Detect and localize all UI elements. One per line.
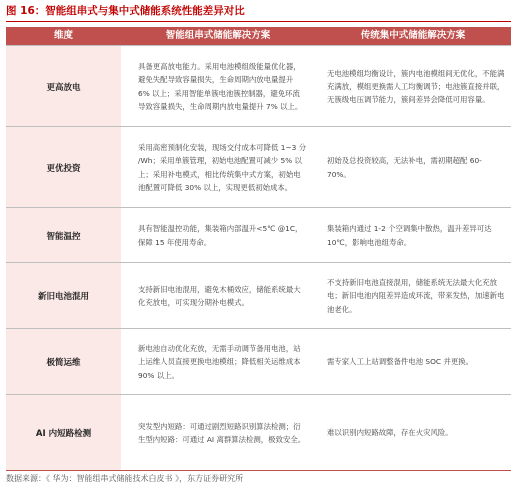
row-smart-text: 具有智能温控功能，集装箱内部温升<5℃ @1C，保障 15 年使用寿命。 bbox=[138, 224, 303, 247]
header-dimension: 维度 bbox=[53, 30, 73, 41]
row-central-text: 难以识别内短路故障，存在火灾风险。 bbox=[327, 428, 453, 438]
row-central-text: 不支持新旧电池直接混用，储能系统无法最大化充放电；新旧电池内阻差异造成环流，带来发热，加速新电池老化。 bbox=[327, 278, 505, 314]
title-divider bbox=[6, 21, 511, 22]
table-row bbox=[6, 328, 511, 395]
row-smart-text: 采用高密预制化安装，现场交付成本可降低 1~3 分 /Wh；采用单簇管理，初始电池配置可减少 5% 以上；采用补电模式，相比传统集中式方案，初始电池配置可降低 30% 以上，实现更低初始成本。 bbox=[138, 143, 307, 192]
table-row bbox=[6, 262, 511, 329]
table-row bbox=[6, 45, 511, 127]
row-central-text: 无电池模组均衡设计，簇内电池模组间无优化，不能满充满放，模组更换需人工均衡调节；电池簇直接并联，无簇级电压调节能力，簇间差异会降低可用容量。 bbox=[327, 68, 505, 105]
source-note: 数据来源：《 华为：智能组串式储能技术白皮书 》，东方证券研究所 bbox=[6, 470, 511, 487]
table-header bbox=[6, 27, 511, 45]
row-dimension: 智能温控 bbox=[6, 208, 121, 263]
table-row bbox=[6, 126, 511, 208]
row-smart-text: 具备更高放电能力。采用电池模组级能量优化器，避免失配导致容量损失，生命周期内放电量提升 6% 以上；采用智能单簇电池簇控制器，避免环流导致容量损失，生命周期内放电量提升 7% 以上。 bbox=[138, 62, 303, 111]
row-dimension: AI 内短路检测 bbox=[6, 395, 121, 471]
figure-title: 图 16：智能组串式与集中式储能系统性能差异对比 bbox=[6, 5, 245, 17]
row-dimension: 新旧电池混用 bbox=[6, 263, 121, 329]
row-central-text: 初始及总投资较高，无法补电，需初期超配 60-70%。 bbox=[327, 156, 482, 179]
table-row bbox=[6, 394, 511, 471]
row-smart-text: 新电池自动优化充放，无需手动调节备用电池，站上运维人员直接更换电池模组；降低相关运维成本 90% 以上。 bbox=[138, 344, 301, 380]
table-row bbox=[6, 207, 511, 263]
row-central-text: 集装箱内通过 1-2 个空调集中散热，温升差异可达 10℃，影响电池组寿命。 bbox=[327, 224, 492, 247]
header-central-solution: 传统集中式储能解决方案 bbox=[360, 30, 466, 41]
header-smart-solution: 智能组串式储能解决方案 bbox=[165, 30, 271, 41]
row-central-text: 需专家人工上站调整备件电池 SOC 并更换。 bbox=[327, 357, 474, 367]
row-smart-text: 支持新旧电池混用，避免木桶效应，储能系统最大化充放电，可实现分期补电模式。 bbox=[138, 284, 301, 307]
row-smart-text: 突发型内短路：可通过剧烈短路识别算法检测；衍生型内短路：可通过 AI 离群算法检测，极致安全。 bbox=[138, 421, 306, 444]
row-dimension: 更优投资 bbox=[6, 127, 121, 208]
row-dimension: 极简运维 bbox=[6, 329, 121, 395]
row-dimension: 更高放电 bbox=[6, 46, 121, 127]
